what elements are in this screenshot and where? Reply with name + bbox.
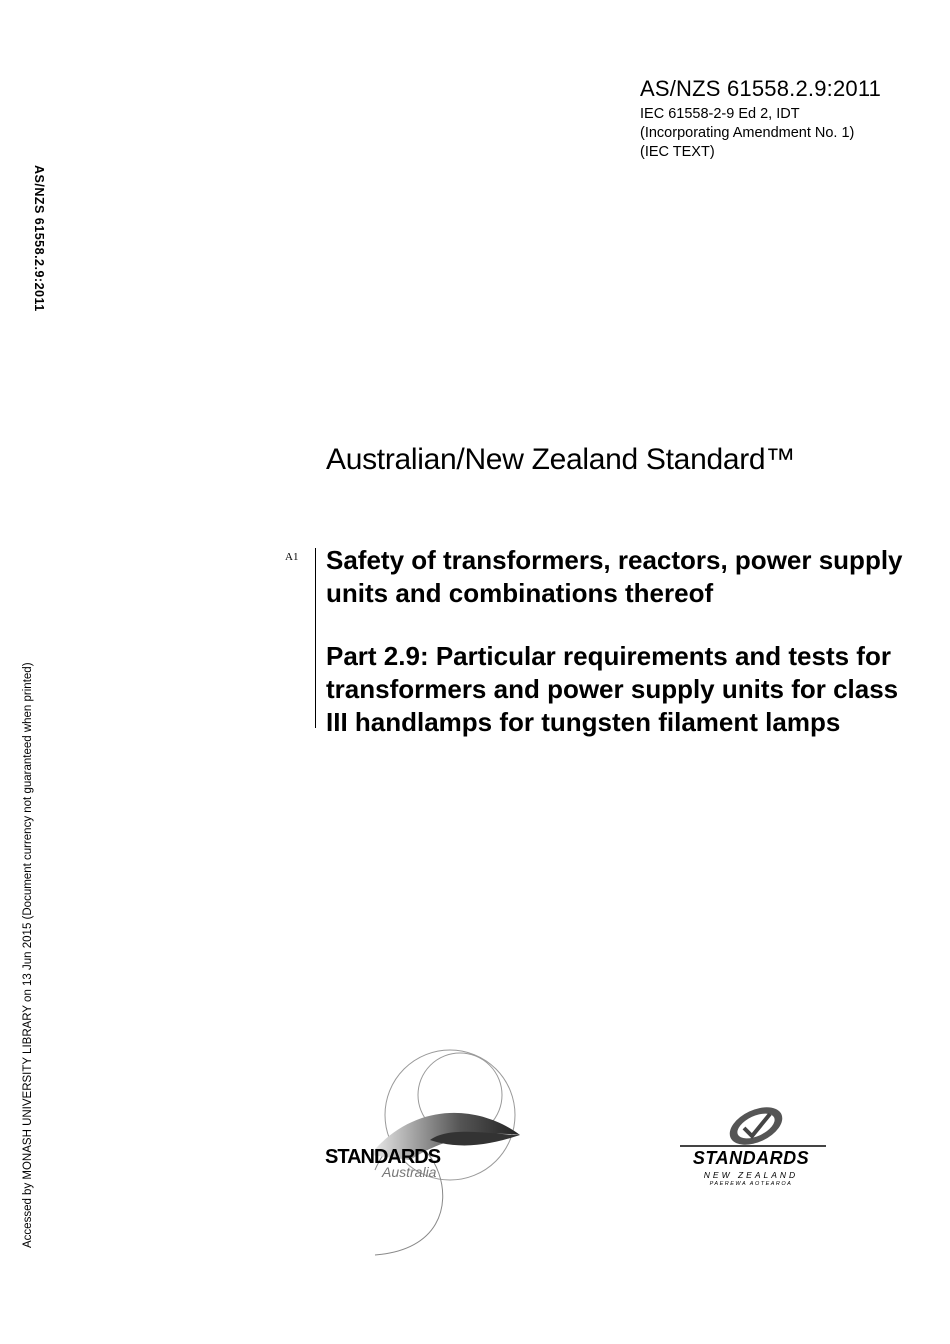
spine-code: AS/NZS 61558.2.9:2011 bbox=[32, 165, 46, 312]
standards-nz-name: STANDARDS bbox=[692, 1148, 810, 1168]
document-part-title: Part 2.9: Particular requirements and tests for transformers and power supply units for class III handlamps for tungsten filament lamps bbox=[326, 641, 899, 737]
access-note: Accessed by MONASH UNIVERSITY LIBRARY on 13 Jun 2015 (Document currency not guaranteed when printed) bbox=[22, 662, 34, 1248]
text-type: (IEC TEXT) bbox=[640, 144, 715, 160]
amendment-bar bbox=[315, 548, 316, 728]
standard-code: AS/NZS 61558.2.9:2011 bbox=[640, 76, 882, 101]
amendment-marker: A1 bbox=[285, 551, 299, 563]
standards-nz-sub: NEW ZEALAND bbox=[703, 1170, 799, 1180]
amendment-note: (Incorporating Amendment No. 1) bbox=[640, 125, 855, 141]
series-title: Australian/New Zealand Standard™ bbox=[326, 443, 795, 476]
iec-reference: IEC 61558-2-9 Ed 2, IDT bbox=[640, 106, 800, 122]
standards-nz-sub-maori: PAEREWA AOTEAROA bbox=[709, 1181, 793, 1187]
document-title: Safety of transformers, reactors, power supply units and combinations thereof bbox=[326, 545, 903, 608]
standards-australia-name: STANDARDS bbox=[325, 1146, 441, 1168]
standards-australia-sub: Australia bbox=[382, 1164, 437, 1180]
document-header bbox=[640, 78, 881, 162]
